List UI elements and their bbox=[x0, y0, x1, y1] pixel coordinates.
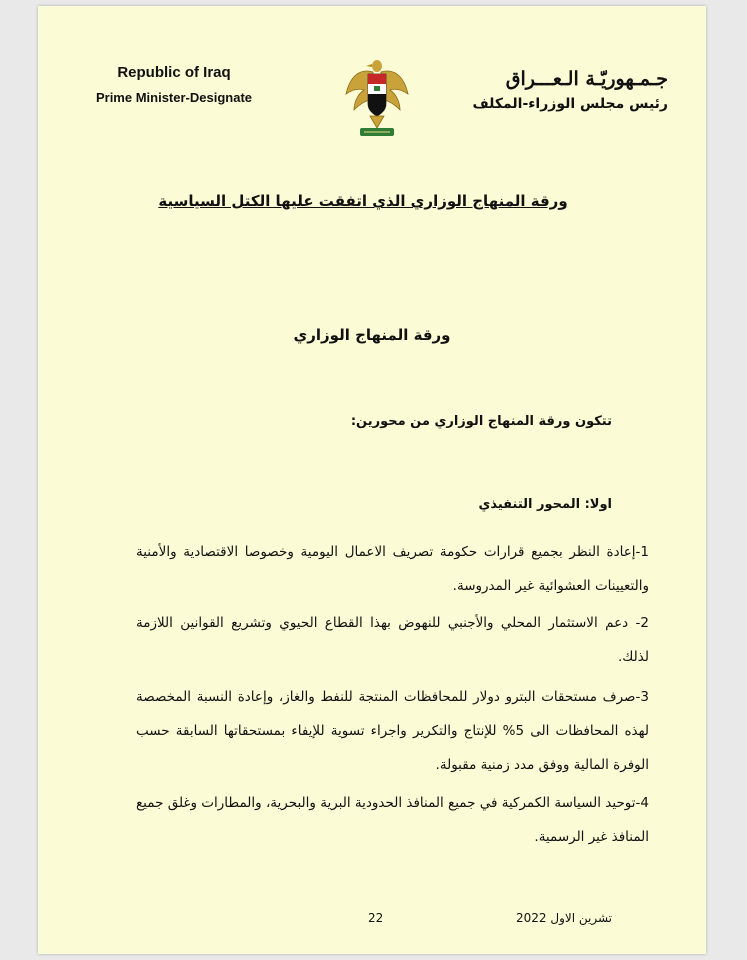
letterhead-country-ar: جـمـهوريّـة الـعـــراق bbox=[505, 68, 668, 90]
document-subtitle: ورقة المنهاج الوزاري bbox=[293, 326, 451, 344]
list-item: 2- دعم الاستثمار المحلي والأجنبي للنهوض بهذا القطاع الحيوي وتشريع القوانين اللازمة لذلك. bbox=[136, 615, 649, 665]
letterhead-country-en: Republic of Iraq bbox=[117, 64, 231, 81]
document-title: ورقة المنهاج الوزاري الذي اتفقت عليها الكتل السياسية bbox=[158, 192, 568, 210]
page-number: 22 bbox=[368, 911, 384, 925]
letterhead-office-en: Prime Minister-Designate bbox=[95, 90, 253, 105]
arabic-letterhead bbox=[458, 68, 668, 112]
document-page bbox=[38, 6, 706, 954]
list-item: 1-إعادة النظر بجميع قرارات حكومة تصريف الاعمال اليومية وخصوصا الاقتصادية والأمنية والتعيينات العشوائية غير المدروسة. bbox=[136, 544, 649, 594]
list-item: 4-توحيد السياسة الكمركية في جميع المنافذ الحدودية البرية والبحرية، والمطارات وغلق جميع المنافذ غير الرسمية. bbox=[136, 795, 649, 845]
intro-line: تتكون ورقة المنهاج الوزاري من محورين: bbox=[350, 414, 612, 429]
section-heading: اولا: المحور التنفيذي bbox=[478, 497, 612, 512]
footer-date: تشرين الاول 2022 bbox=[515, 911, 612, 925]
iraq-eagle-emblem-icon bbox=[342, 54, 412, 144]
letterhead-office-ar: رئيس مجلس الوزراء-المكلف bbox=[472, 96, 668, 112]
english-letterhead bbox=[84, 64, 264, 105]
list-item: 3-صرف مستحقات البترو دولار للمحافظات المنتجة للنفط والغاز، وإعادة النسبة المخصصة لهذه المحافظات الى 5% للإنتاج والتكرير واجراء تسوية للإيفاء بمستحقاتها السابقة حسب الوفرة المالية ووفق مدد زمنية مقبولة. bbox=[136, 689, 649, 773]
